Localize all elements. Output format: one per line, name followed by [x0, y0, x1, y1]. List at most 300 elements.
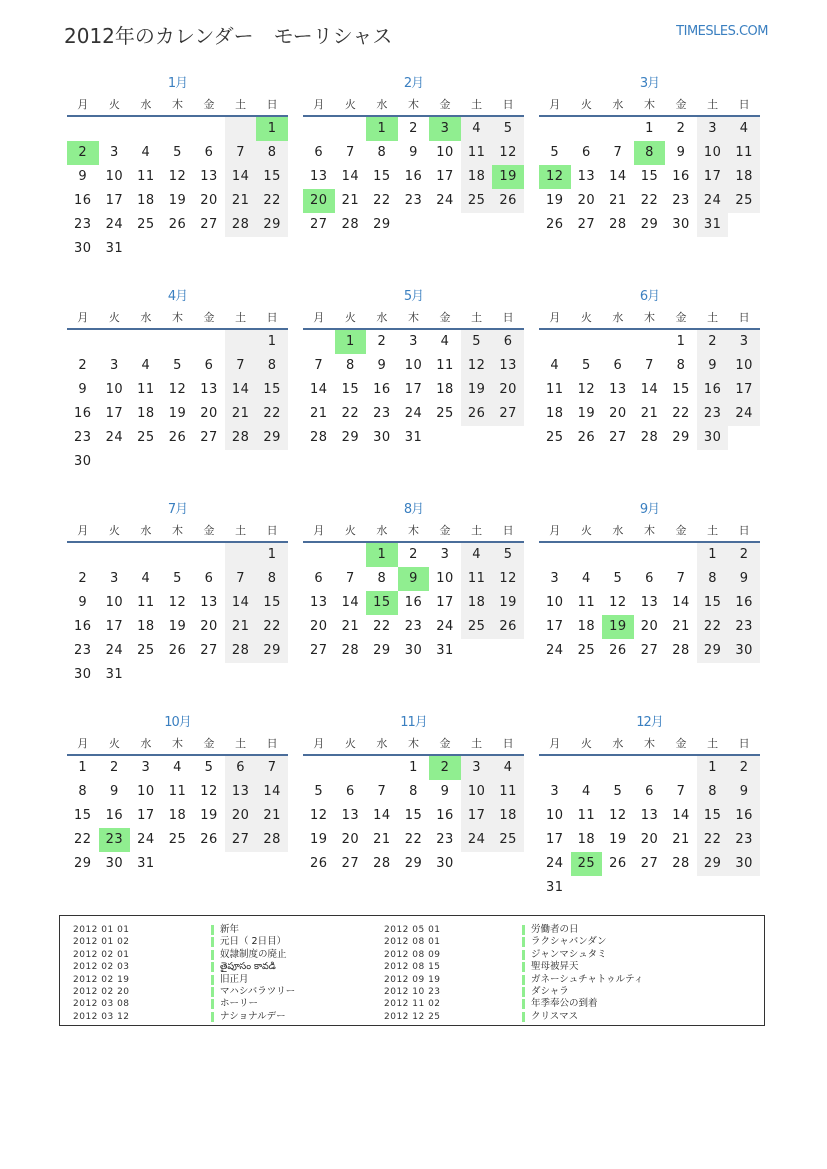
day-cell[interactable]: 9 — [109, 784, 119, 799]
day-cell[interactable]: 11 — [168, 784, 187, 799]
day-cell[interactable]: 15 — [640, 169, 659, 184]
day-cell[interactable]: 5 — [173, 145, 182, 160]
day-cell[interactable]: 4 — [440, 334, 450, 349]
day-cell[interactable]: 2 — [409, 121, 418, 136]
day-cell[interactable]: 6 — [645, 784, 654, 799]
day-cell[interactable]: 2 — [697, 330, 729, 354]
day-cell[interactable]: 12 — [168, 169, 187, 184]
day-cell[interactable]: 21 — [672, 832, 690, 847]
day-cell[interactable]: 6 — [645, 571, 654, 586]
day-cell[interactable]: 4 — [461, 543, 493, 567]
day-cell[interactable]: 7 — [645, 358, 654, 373]
day-cell[interactable]: 7 — [345, 571, 355, 586]
day-cell[interactable]: 31 — [546, 880, 564, 895]
day-cell[interactable]: 21 — [341, 193, 360, 208]
day-cell[interactable]: 26 — [609, 643, 627, 658]
day-cell[interactable]: 15 — [366, 591, 398, 615]
day-cell[interactable]: 4 — [581, 784, 591, 799]
day-cell[interactable]: 22 — [672, 406, 690, 421]
day-cell[interactable]: 29 — [256, 213, 288, 237]
day-cell[interactable]: 22 — [256, 402, 288, 426]
day-cell[interactable]: 8 — [256, 567, 288, 591]
day-cell[interactable]: 2 — [377, 334, 387, 349]
day-cell[interactable]: 13 — [341, 808, 360, 823]
day-cell[interactable]: 19 — [310, 832, 328, 847]
day-cell[interactable]: 4 — [461, 117, 493, 141]
day-cell[interactable]: 3 — [429, 117, 461, 141]
day-cell[interactable]: 23 — [373, 406, 391, 421]
day-cell[interactable]: 23 — [672, 193, 690, 208]
day-cell[interactable]: 20 — [303, 189, 335, 213]
day-cell[interactable]: 27 — [640, 643, 659, 658]
day-cell[interactable]: 27 — [341, 856, 360, 871]
day-cell[interactable]: 16 — [728, 804, 760, 828]
day-cell[interactable]: 21 — [310, 406, 328, 421]
day-cell[interactable]: 25 — [728, 189, 760, 213]
day-cell[interactable]: 19 — [461, 378, 493, 402]
day-cell[interactable]: 11 — [137, 382, 155, 397]
day-cell[interactable]: 5 — [492, 543, 524, 567]
day-cell[interactable]: 28 — [672, 643, 690, 658]
day-cell[interactable]: 8 — [345, 358, 355, 373]
day-cell[interactable]: 20 — [640, 832, 659, 847]
day-cell[interactable]: 13 — [609, 382, 627, 397]
day-cell[interactable]: 12 — [492, 141, 524, 165]
day-cell[interactable]: 17 — [546, 832, 564, 847]
day-cell[interactable]: 23 — [74, 217, 92, 232]
day-cell[interactable]: 9 — [78, 595, 88, 610]
day-cell[interactable]: 20 — [577, 193, 596, 208]
day-cell[interactable]: 26 — [609, 856, 627, 871]
day-cell[interactable]: 17 — [436, 595, 454, 610]
day-cell[interactable]: 8 — [256, 354, 288, 378]
day-cell[interactable]: 25 — [546, 430, 564, 445]
day-cell[interactable]: 8 — [256, 141, 288, 165]
day-cell[interactable]: 14 — [640, 382, 659, 397]
day-cell[interactable]: 7 — [314, 358, 324, 373]
day-cell[interactable]: 31 — [436, 643, 454, 658]
day-cell[interactable]: 1 — [256, 543, 288, 567]
day-cell[interactable]: 5 — [204, 760, 214, 775]
day-cell[interactable]: 9 — [78, 169, 88, 184]
day-cell[interactable]: 30 — [74, 241, 92, 256]
day-cell[interactable]: 12 — [200, 784, 218, 799]
day-cell[interactable]: 12 — [539, 165, 571, 189]
day-cell[interactable]: 12 — [168, 382, 187, 397]
day-cell[interactable]: 24 — [404, 406, 423, 421]
day-cell[interactable]: 15 — [256, 378, 288, 402]
day-cell[interactable]: 4 — [550, 358, 560, 373]
day-cell[interactable]: 25 — [168, 832, 187, 847]
day-cell[interactable]: 7 — [613, 145, 623, 160]
day-cell[interactable]: 22 — [697, 828, 729, 852]
day-cell[interactable]: 13 — [640, 595, 659, 610]
day-cell[interactable]: 23 — [404, 619, 423, 634]
day-cell[interactable]: 9 — [78, 382, 88, 397]
day-cell[interactable]: 26 — [168, 217, 187, 232]
day-cell[interactable]: 1 — [409, 760, 418, 775]
day-cell[interactable]: 29 — [404, 856, 423, 871]
day-cell[interactable]: 22 — [74, 832, 92, 847]
day-cell[interactable]: 25 — [137, 643, 155, 658]
day-cell[interactable]: 10 — [546, 595, 564, 610]
day-cell[interactable]: 29 — [256, 426, 288, 450]
day-cell[interactable]: 29 — [373, 643, 391, 658]
day-cell[interactable]: 11 — [436, 358, 454, 373]
day-cell[interactable]: 22 — [373, 619, 391, 634]
day-cell[interactable]: 3 — [728, 330, 760, 354]
day-cell[interactable]: 15 — [697, 591, 729, 615]
day-cell[interactable]: 18 — [168, 808, 187, 823]
day-cell[interactable]: 22 — [341, 406, 360, 421]
day-cell[interactable]: 8 — [409, 784, 418, 799]
day-cell[interactable]: 8 — [377, 571, 387, 586]
day-cell[interactable]: 28 — [256, 828, 288, 852]
day-cell[interactable]: 24 — [461, 828, 493, 852]
day-cell[interactable]: 17 — [404, 382, 423, 397]
day-cell[interactable]: 1 — [676, 334, 686, 349]
day-cell[interactable]: 23 — [728, 828, 760, 852]
day-cell[interactable]: 10 — [697, 141, 729, 165]
day-cell[interactable]: 2 — [429, 756, 461, 780]
day-cell[interactable]: 8 — [697, 780, 729, 804]
day-cell[interactable]: 28 — [672, 856, 690, 871]
day-cell[interactable]: 30 — [105, 856, 124, 871]
day-cell[interactable]: 3 — [409, 334, 418, 349]
day-cell[interactable]: 10 — [105, 595, 124, 610]
day-cell[interactable]: 13 — [640, 808, 659, 823]
day-cell[interactable]: 9 — [398, 567, 430, 591]
day-cell[interactable]: 7 — [256, 756, 288, 780]
day-cell[interactable]: 9 — [377, 358, 387, 373]
day-cell[interactable]: 24 — [137, 832, 155, 847]
day-cell[interactable]: 4 — [173, 760, 182, 775]
day-cell[interactable]: 15 — [256, 165, 288, 189]
day-cell[interactable]: 21 — [373, 832, 391, 847]
day-cell[interactable]: 2 — [78, 571, 88, 586]
day-cell[interactable]: 21 — [609, 193, 627, 208]
day-cell[interactable]: 17 — [461, 804, 493, 828]
day-cell[interactable]: 19 — [168, 619, 187, 634]
day-cell[interactable]: 5 — [173, 358, 182, 373]
day-cell[interactable]: 1 — [335, 330, 367, 354]
day-cell[interactable]: 26 — [168, 643, 187, 658]
day-cell[interactable]: 14 — [672, 808, 690, 823]
day-cell[interactable]: 23 — [74, 430, 92, 445]
day-cell[interactable]: 20 — [609, 406, 627, 421]
day-cell[interactable]: 3 — [461, 756, 493, 780]
day-cell[interactable]: 10 — [546, 808, 564, 823]
day-cell[interactable]: 8 — [697, 567, 729, 591]
day-cell[interactable]: 18 — [137, 193, 155, 208]
day-cell[interactable]: 19 — [577, 406, 596, 421]
day-cell[interactable]: 2 — [676, 121, 686, 136]
day-cell[interactable]: 17 — [105, 619, 124, 634]
day-cell[interactable]: 6 — [492, 330, 524, 354]
day-cell[interactable]: 28 — [225, 426, 257, 450]
day-cell[interactable]: 28 — [341, 643, 360, 658]
day-cell[interactable]: 31 — [105, 667, 124, 682]
day-cell[interactable]: 28 — [225, 639, 257, 663]
day-cell[interactable]: 9 — [697, 354, 729, 378]
day-cell[interactable]: 3 — [141, 760, 151, 775]
day-cell[interactable]: 12 — [609, 808, 627, 823]
day-cell[interactable]: 6 — [204, 571, 214, 586]
day-cell[interactable]: 7 — [377, 784, 387, 799]
day-cell[interactable]: 6 — [613, 358, 623, 373]
day-cell[interactable]: 21 — [225, 402, 257, 426]
day-cell[interactable]: 19 — [609, 832, 627, 847]
day-cell[interactable]: 15 — [341, 382, 360, 397]
day-cell[interactable]: 20 — [310, 619, 328, 634]
day-cell[interactable]: 28 — [373, 856, 391, 871]
day-cell[interactable]: 27 — [200, 643, 218, 658]
day-cell[interactable]: 14 — [225, 378, 257, 402]
day-cell[interactable]: 19 — [602, 615, 634, 639]
day-cell[interactable]: 6 — [225, 756, 257, 780]
day-cell[interactable]: 3 — [109, 145, 119, 160]
day-cell[interactable]: 21 — [640, 406, 659, 421]
day-cell[interactable]: 30 — [373, 430, 391, 445]
day-cell[interactable]: 19 — [546, 193, 564, 208]
day-cell[interactable]: 13 — [200, 595, 218, 610]
day-cell[interactable]: 4 — [728, 117, 760, 141]
day-cell[interactable]: 16 — [728, 591, 760, 615]
day-cell[interactable]: 26 — [200, 832, 218, 847]
day-cell[interactable]: 10 — [105, 382, 124, 397]
day-cell[interactable]: 18 — [461, 165, 493, 189]
day-cell[interactable]: 17 — [137, 808, 155, 823]
day-cell[interactable]: 26 — [492, 189, 524, 213]
day-cell[interactable]: 29 — [256, 639, 288, 663]
day-cell[interactable]: 9 — [728, 780, 760, 804]
day-cell[interactable]: 30 — [74, 667, 92, 682]
day-cell[interactable]: 18 — [137, 619, 155, 634]
day-cell[interactable]: 18 — [577, 832, 596, 847]
day-cell[interactable]: 16 — [74, 193, 92, 208]
day-cell[interactable]: 22 — [640, 193, 659, 208]
day-cell[interactable]: 4 — [492, 756, 524, 780]
day-cell[interactable]: 12 — [609, 595, 627, 610]
day-cell[interactable]: 15 — [404, 808, 423, 823]
day-cell[interactable]: 28 — [310, 430, 328, 445]
day-cell[interactable]: 25 — [436, 406, 454, 421]
day-cell[interactable]: 8 — [676, 358, 686, 373]
day-cell[interactable]: 24 — [546, 856, 564, 871]
day-cell[interactable]: 15 — [74, 808, 92, 823]
day-cell[interactable]: 13 — [577, 169, 596, 184]
day-cell[interactable]: 9 — [728, 567, 760, 591]
day-cell[interactable]: 16 — [404, 595, 423, 610]
day-cell[interactable]: 6 — [204, 358, 214, 373]
day-cell[interactable]: 1 — [366, 117, 398, 141]
day-cell[interactable]: 12 — [168, 595, 187, 610]
day-cell[interactable]: 21 — [256, 804, 288, 828]
day-cell[interactable]: 6 — [314, 571, 324, 586]
day-cell[interactable]: 23 — [99, 828, 131, 852]
day-cell[interactable]: 11 — [461, 567, 493, 591]
day-cell[interactable]: 9 — [409, 145, 418, 160]
day-cell[interactable]: 20 — [341, 832, 360, 847]
day-cell[interactable]: 5 — [461, 330, 493, 354]
day-cell[interactable]: 27 — [310, 643, 328, 658]
day-cell[interactable]: 10 — [461, 780, 493, 804]
day-cell[interactable]: 6 — [345, 784, 355, 799]
day-cell[interactable]: 7 — [345, 145, 355, 160]
day-cell[interactable]: 10 — [404, 358, 423, 373]
day-cell[interactable]: 26 — [577, 430, 596, 445]
day-cell[interactable]: 10 — [105, 169, 124, 184]
day-cell[interactable]: 25 — [492, 828, 524, 852]
day-cell[interactable]: 25 — [137, 217, 155, 232]
day-cell[interactable]: 20 — [492, 378, 524, 402]
day-cell[interactable]: 5 — [613, 571, 623, 586]
day-cell[interactable]: 5 — [173, 571, 182, 586]
day-cell[interactable]: 24 — [436, 193, 454, 208]
day-cell[interactable]: 5 — [492, 117, 524, 141]
day-cell[interactable]: 25 — [571, 852, 603, 876]
day-cell[interactable]: 18 — [492, 804, 524, 828]
day-cell[interactable]: 5 — [550, 145, 560, 160]
day-cell[interactable]: 16 — [697, 378, 729, 402]
day-cell[interactable]: 30 — [436, 856, 454, 871]
day-cell[interactable]: 11 — [137, 169, 155, 184]
day-cell[interactable]: 15 — [373, 169, 391, 184]
day-cell[interactable]: 19 — [168, 406, 187, 421]
day-cell[interactable]: 21 — [341, 619, 360, 634]
day-cell[interactable]: 24 — [697, 189, 729, 213]
day-cell[interactable]: 3 — [109, 571, 119, 586]
day-cell[interactable]: 1 — [78, 760, 88, 775]
day-cell[interactable]: 17 — [697, 165, 729, 189]
day-cell[interactable]: 7 — [676, 571, 686, 586]
day-cell[interactable]: 19 — [492, 591, 524, 615]
day-cell[interactable]: 27 — [200, 217, 218, 232]
day-cell[interactable]: 29 — [640, 217, 659, 232]
day-cell[interactable]: 3 — [550, 784, 560, 799]
day-cell[interactable]: 26 — [546, 217, 564, 232]
day-cell[interactable]: 7 — [225, 354, 257, 378]
day-cell[interactable]: 2 — [109, 760, 119, 775]
day-cell[interactable]: 24 — [546, 643, 564, 658]
day-cell[interactable]: 8 — [634, 141, 666, 165]
day-cell[interactable]: 18 — [546, 406, 564, 421]
day-cell[interactable]: 22 — [256, 189, 288, 213]
day-cell[interactable]: 15 — [697, 804, 729, 828]
day-cell[interactable]: 16 — [373, 382, 391, 397]
day-cell[interactable]: 3 — [550, 571, 560, 586]
day-cell[interactable]: 26 — [492, 615, 524, 639]
day-cell[interactable]: 1 — [256, 117, 288, 141]
day-cell[interactable]: 25 — [461, 189, 493, 213]
day-cell[interactable]: 24 — [105, 217, 124, 232]
day-cell[interactable]: 7 — [676, 784, 686, 799]
day-cell[interactable]: 13 — [492, 354, 524, 378]
day-cell[interactable]: 12 — [461, 354, 493, 378]
day-cell[interactable]: 18 — [137, 406, 155, 421]
day-cell[interactable]: 3 — [697, 117, 729, 141]
day-cell[interactable]: 11 — [461, 141, 493, 165]
day-cell[interactable]: 31 — [404, 430, 423, 445]
day-cell[interactable]: 10 — [137, 784, 155, 799]
day-cell[interactable]: 13 — [200, 169, 218, 184]
day-cell[interactable]: 7 — [225, 567, 257, 591]
day-cell[interactable]: 29 — [74, 856, 92, 871]
day-cell[interactable]: 6 — [314, 145, 324, 160]
day-cell[interactable]: 8 — [377, 145, 387, 160]
day-cell[interactable]: 20 — [200, 406, 218, 421]
day-cell[interactable]: 18 — [436, 382, 454, 397]
day-cell[interactable]: 22 — [697, 615, 729, 639]
day-cell[interactable]: 2 — [728, 543, 760, 567]
day-cell[interactable]: 2 — [78, 358, 88, 373]
day-cell[interactable]: 12 — [310, 808, 328, 823]
day-cell[interactable]: 1 — [256, 330, 288, 354]
day-cell[interactable]: 16 — [105, 808, 124, 823]
site-brand[interactable]: TIMESLES.COM — [676, 24, 768, 39]
day-cell[interactable]: 19 — [200, 808, 218, 823]
day-cell[interactable]: 6 — [204, 145, 214, 160]
day-cell[interactable]: 26 — [461, 402, 493, 426]
day-cell[interactable]: 17 — [546, 619, 564, 634]
day-cell[interactable]: 31 — [105, 241, 124, 256]
day-cell[interactable]: 16 — [672, 169, 690, 184]
day-cell[interactable]: 22 — [373, 193, 391, 208]
day-cell[interactable]: 14 — [310, 382, 328, 397]
day-cell[interactable]: 23 — [697, 402, 729, 426]
day-cell[interactable]: 29 — [341, 430, 360, 445]
day-cell[interactable]: 31 — [697, 213, 729, 237]
day-cell[interactable]: 15 — [256, 591, 288, 615]
day-cell[interactable]: 21 — [672, 619, 690, 634]
day-cell[interactable]: 5 — [581, 358, 591, 373]
day-cell[interactable]: 14 — [225, 591, 257, 615]
day-cell[interactable]: 16 — [74, 406, 92, 421]
day-cell[interactable]: 16 — [404, 169, 423, 184]
day-cell[interactable]: 16 — [436, 808, 454, 823]
day-cell[interactable]: 30 — [74, 454, 92, 469]
day-cell[interactable]: 14 — [373, 808, 391, 823]
day-cell[interactable]: 5 — [314, 784, 324, 799]
day-cell[interactable]: 13 — [200, 382, 218, 397]
day-cell[interactable]: 18 — [461, 591, 493, 615]
day-cell[interactable]: 11 — [137, 595, 155, 610]
day-cell[interactable]: 30 — [728, 639, 760, 663]
day-cell[interactable]: 9 — [440, 784, 450, 799]
day-cell[interactable]: 9 — [676, 145, 686, 160]
day-cell[interactable]: 8 — [78, 784, 88, 799]
day-cell[interactable]: 30 — [728, 852, 760, 876]
day-cell[interactable]: 20 — [640, 619, 659, 634]
day-cell[interactable]: 20 — [200, 193, 218, 208]
day-cell[interactable]: 11 — [546, 382, 564, 397]
day-cell[interactable]: 27 — [200, 430, 218, 445]
day-cell[interactable]: 14 — [225, 165, 257, 189]
day-cell[interactable]: 28 — [640, 430, 659, 445]
day-cell[interactable]: 23 — [74, 643, 92, 658]
day-cell[interactable]: 24 — [436, 619, 454, 634]
day-cell[interactable]: 24 — [105, 643, 124, 658]
day-cell[interactable]: 13 — [225, 780, 257, 804]
day-cell[interactable]: 25 — [137, 430, 155, 445]
day-cell[interactable]: 3 — [109, 358, 119, 373]
day-cell[interactable]: 5 — [613, 784, 623, 799]
day-cell[interactable]: 15 — [672, 382, 690, 397]
day-cell[interactable]: 29 — [373, 217, 391, 232]
day-cell[interactable]: 10 — [728, 354, 760, 378]
day-cell[interactable]: 11 — [577, 808, 596, 823]
day-cell[interactable]: 28 — [341, 217, 360, 232]
